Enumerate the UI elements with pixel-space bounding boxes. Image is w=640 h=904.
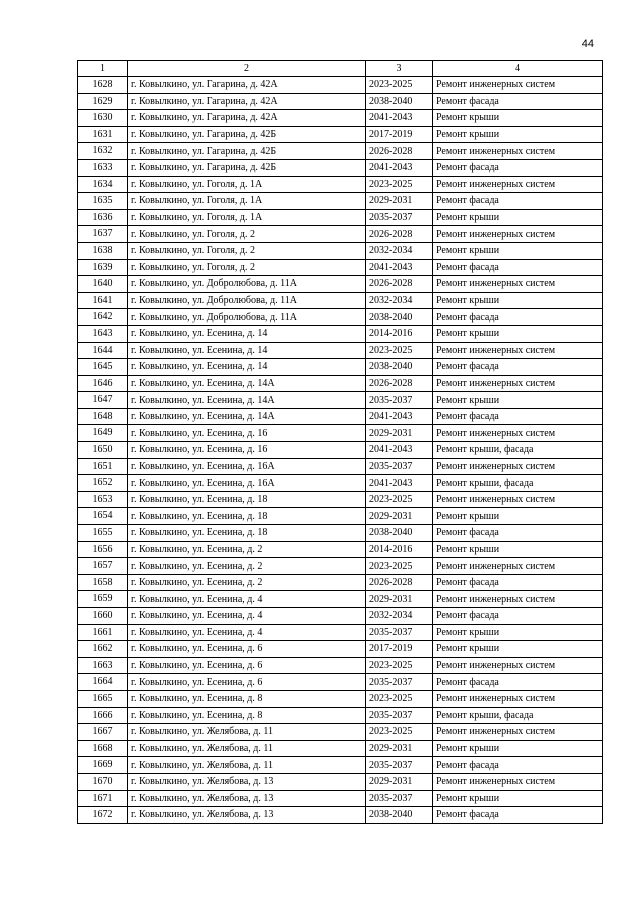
period-cell: 2041-2043: [366, 110, 433, 127]
row-number-cell: 1630: [78, 110, 128, 127]
address-cell: г. Ковылкино, ул. Гагарина, д. 42Б: [128, 126, 366, 143]
period-cell: 2014-2016: [366, 325, 433, 342]
period-cell: 2023-2025: [366, 657, 433, 674]
work-type-cell: Ремонт крыши, фасада: [433, 707, 603, 724]
work-type-cell: Ремонт фасада: [433, 359, 603, 376]
table-row: [78, 193, 603, 210]
table-row: [78, 259, 603, 276]
period-cell: 2014-2016: [366, 541, 433, 558]
work-type-cell: Ремонт инженерных систем: [433, 276, 603, 293]
address-cell: г. Ковылкино, ул. Есенина, д. 14А: [128, 408, 366, 425]
work-type-cell: Ремонт крыши: [433, 392, 603, 409]
row-number-cell: 1661: [78, 624, 128, 641]
row-number-cell: 1654: [78, 508, 128, 525]
row-number-cell: 1650: [78, 442, 128, 459]
row-number-cell: 1660: [78, 608, 128, 625]
work-type-cell: Ремонт фасада: [433, 93, 603, 110]
address-cell: г. Ковылкино, ул. Желябова, д. 13: [128, 807, 366, 824]
period-cell: 2029-2031: [366, 591, 433, 608]
table-row: [78, 408, 603, 425]
work-type-cell: Ремонт фасада: [433, 193, 603, 210]
address-cell: г. Ковылкино, ул. Добролюбова, д. 11А: [128, 292, 366, 309]
period-cell: 2023-2025: [366, 558, 433, 575]
row-number-cell: 1655: [78, 525, 128, 542]
row-number-cell: 1666: [78, 707, 128, 724]
work-type-cell: Ремонт инженерных систем: [433, 342, 603, 359]
period-cell: 2035-2037: [366, 458, 433, 475]
table-row: [78, 790, 603, 807]
work-type-cell: Ремонт крыши: [433, 292, 603, 309]
row-number-cell: 1658: [78, 574, 128, 591]
header-col-2: 2: [128, 61, 366, 77]
work-type-cell: Ремонт крыши, фасада: [433, 475, 603, 492]
address-cell: г. Ковылкино, ул. Добролюбова, д. 11А: [128, 276, 366, 293]
row-number-cell: 1629: [78, 93, 128, 110]
row-number-cell: 1628: [78, 77, 128, 94]
address-cell: г. Ковылкино, ул. Есенина, д. 8: [128, 690, 366, 707]
address-cell: г. Ковылкино, ул. Есенина, д. 16А: [128, 458, 366, 475]
table-row: [78, 77, 603, 94]
period-cell: 2041-2043: [366, 159, 433, 176]
row-number-cell: 1657: [78, 558, 128, 575]
work-type-cell: Ремонт инженерных систем: [433, 724, 603, 741]
work-type-cell: Ремонт инженерных систем: [433, 558, 603, 575]
address-cell: г. Ковылкино, ул. Есенина, д. 2: [128, 574, 366, 591]
period-cell: 2035-2037: [366, 209, 433, 226]
row-number-cell: 1644: [78, 342, 128, 359]
table-row: [78, 209, 603, 226]
address-cell: г. Ковылкино, ул. Желябова, д. 11: [128, 740, 366, 757]
row-number-cell: 1636: [78, 209, 128, 226]
period-cell: 2035-2037: [366, 707, 433, 724]
address-cell: г. Ковылкино, ул. Гоголя, д. 1А: [128, 193, 366, 210]
work-type-cell: Ремонт инженерных систем: [433, 491, 603, 508]
period-cell: 2032-2034: [366, 292, 433, 309]
table-row: [78, 724, 603, 741]
address-cell: г. Ковылкино, ул. Есенина, д. 16А: [128, 475, 366, 492]
period-cell: 2032-2034: [366, 608, 433, 625]
row-number-cell: 1634: [78, 176, 128, 193]
period-cell: 2035-2037: [366, 392, 433, 409]
work-type-cell: Ремонт фасада: [433, 757, 603, 774]
table-row: [78, 93, 603, 110]
work-type-cell: Ремонт фасада: [433, 674, 603, 691]
header-col-1: 1: [78, 61, 128, 77]
address-cell: г. Ковылкино, ул. Гагарина, д. 42Б: [128, 143, 366, 160]
address-cell: г. Ковылкино, ул. Гагарина, д. 42Б: [128, 159, 366, 176]
table-row: [78, 574, 603, 591]
work-type-cell: Ремонт инженерных систем: [433, 176, 603, 193]
address-cell: г. Ковылкино, ул. Гоголя, д. 1А: [128, 209, 366, 226]
period-cell: 2026-2028: [366, 276, 433, 293]
row-number-cell: 1659: [78, 591, 128, 608]
row-number-cell: 1669: [78, 757, 128, 774]
row-number-cell: 1648: [78, 408, 128, 425]
row-number-cell: 1642: [78, 309, 128, 326]
address-cell: г. Ковылкино, ул. Гоголя, д. 1А: [128, 176, 366, 193]
work-type-cell: Ремонт инженерных систем: [433, 591, 603, 608]
work-type-cell: Ремонт фасада: [433, 309, 603, 326]
work-type-cell: Ремонт крыши: [433, 325, 603, 342]
address-cell: г. Ковылкино, ул. Добролюбова, д. 11А: [128, 309, 366, 326]
table-row: [78, 226, 603, 243]
address-cell: г. Ковылкино, ул. Желябова, д. 13: [128, 773, 366, 790]
period-cell: 2023-2025: [366, 342, 433, 359]
period-cell: 2023-2025: [366, 491, 433, 508]
period-cell: 2029-2031: [366, 508, 433, 525]
address-cell: г. Ковылкино, ул. Есенина, д. 4: [128, 591, 366, 608]
table-row: [78, 740, 603, 757]
period-cell: 2035-2037: [366, 624, 433, 641]
row-number-cell: 1640: [78, 276, 128, 293]
address-cell: г. Ковылкино, ул. Есенина, д. 14А: [128, 392, 366, 409]
work-type-cell: Ремонт крыши: [433, 209, 603, 226]
table-row: [78, 458, 603, 475]
period-cell: 2035-2037: [366, 674, 433, 691]
work-type-cell: Ремонт фасада: [433, 408, 603, 425]
work-type-cell: Ремонт инженерных систем: [433, 375, 603, 392]
work-type-cell: Ремонт инженерных систем: [433, 143, 603, 160]
address-cell: г. Ковылкино, ул. Гагарина, д. 42А: [128, 110, 366, 127]
row-number-cell: 1672: [78, 807, 128, 824]
period-cell: 2041-2043: [366, 408, 433, 425]
work-type-cell: Ремонт инженерных систем: [433, 657, 603, 674]
period-cell: 2041-2043: [366, 259, 433, 276]
row-number-cell: 1638: [78, 242, 128, 259]
work-type-cell: Ремонт крыши: [433, 110, 603, 127]
period-cell: 2041-2043: [366, 442, 433, 459]
row-number-cell: 1653: [78, 491, 128, 508]
work-type-cell: Ремонт крыши: [433, 126, 603, 143]
work-type-cell: Ремонт фасада: [433, 525, 603, 542]
period-cell: 2029-2031: [366, 740, 433, 757]
period-cell: 2038-2040: [366, 93, 433, 110]
row-number-cell: 1656: [78, 541, 128, 558]
address-cell: г. Ковылкино, ул. Есенина, д. 18: [128, 491, 366, 508]
row-number-cell: 1646: [78, 375, 128, 392]
row-number-cell: 1632: [78, 143, 128, 160]
table-body: [78, 77, 603, 824]
work-type-cell: Ремонт крыши: [433, 541, 603, 558]
table-row: [78, 773, 603, 790]
period-cell: 2035-2037: [366, 757, 433, 774]
table-row: [78, 359, 603, 376]
table-row: [78, 690, 603, 707]
address-cell: г. Ковылкино, ул. Есенина, д. 2: [128, 558, 366, 575]
table-row: [78, 276, 603, 293]
work-type-cell: Ремонт фасада: [433, 608, 603, 625]
period-cell: 2038-2040: [366, 359, 433, 376]
work-type-cell: Ремонт крыши: [433, 740, 603, 757]
header-col-4: 4: [433, 61, 603, 77]
period-cell: 2038-2040: [366, 309, 433, 326]
table-row: [78, 674, 603, 691]
row-number-cell: 1652: [78, 475, 128, 492]
work-type-cell: Ремонт инженерных систем: [433, 773, 603, 790]
table-row: [78, 292, 603, 309]
work-type-cell: Ремонт инженерных систем: [433, 690, 603, 707]
address-cell: г. Ковылкино, ул. Есенина, д. 14А: [128, 375, 366, 392]
table-row: [78, 143, 603, 160]
table-row: [78, 442, 603, 459]
header-row: [78, 61, 603, 77]
period-cell: 2029-2031: [366, 773, 433, 790]
row-number-cell: 1635: [78, 193, 128, 210]
table-row: [78, 541, 603, 558]
period-cell: 2038-2040: [366, 525, 433, 542]
row-number-cell: 1631: [78, 126, 128, 143]
work-type-cell: Ремонт крыши: [433, 242, 603, 259]
period-cell: 2029-2031: [366, 425, 433, 442]
period-cell: 2023-2025: [366, 77, 433, 94]
table-row: [78, 508, 603, 525]
row-number-cell: 1662: [78, 641, 128, 658]
table-row: [78, 309, 603, 326]
row-number-cell: 1643: [78, 325, 128, 342]
row-number-cell: 1665: [78, 690, 128, 707]
table-row: [78, 657, 603, 674]
address-cell: г. Ковылкино, ул. Гагарина, д. 42А: [128, 93, 366, 110]
table-row: [78, 707, 603, 724]
table-row: [78, 159, 603, 176]
address-cell: г. Ковылкино, ул. Гоголя, д. 2: [128, 226, 366, 243]
address-cell: г. Ковылкино, ул. Есенина, д. 14: [128, 325, 366, 342]
table-row: [78, 757, 603, 774]
table-row: [78, 242, 603, 259]
row-number-cell: 1668: [78, 740, 128, 757]
period-cell: 2032-2034: [366, 242, 433, 259]
table-row: [78, 624, 603, 641]
table-row: [78, 525, 603, 542]
period-cell: 2029-2031: [366, 193, 433, 210]
address-cell: г. Ковылкино, ул. Есенина, д. 16: [128, 425, 366, 442]
work-type-cell: Ремонт крыши: [433, 790, 603, 807]
row-number-cell: 1651: [78, 458, 128, 475]
work-type-cell: Ремонт инженерных систем: [433, 458, 603, 475]
address-cell: г. Ковылкино, ул. Есенина, д. 14: [128, 359, 366, 376]
address-cell: г. Ковылкино, ул. Желябова, д. 11: [128, 724, 366, 741]
address-cell: г. Ковылкино, ул. Есенина, д. 16: [128, 442, 366, 459]
work-type-cell: Ремонт инженерных систем: [433, 425, 603, 442]
table-row: [78, 375, 603, 392]
row-number-cell: 1639: [78, 259, 128, 276]
table-row: [78, 608, 603, 625]
row-number-cell: 1641: [78, 292, 128, 309]
address-cell: г. Ковылкино, ул. Есенина, д. 6: [128, 674, 366, 691]
work-type-cell: Ремонт фасада: [433, 807, 603, 824]
table-row: [78, 475, 603, 492]
row-number-cell: 1663: [78, 657, 128, 674]
address-cell: г. Ковылкино, ул. Есенина, д. 6: [128, 657, 366, 674]
period-cell: 2026-2028: [366, 143, 433, 160]
address-cell: г. Ковылкино, ул. Есенина, д. 6: [128, 641, 366, 658]
table-row: [78, 641, 603, 658]
work-type-cell: Ремонт инженерных систем: [433, 226, 603, 243]
address-cell: г. Ковылкино, ул. Есенина, д. 18: [128, 525, 366, 542]
address-cell: г. Ковылкино, ул. Есенина, д. 4: [128, 624, 366, 641]
address-cell: г. Ковылкино, ул. Гоголя, д. 2: [128, 242, 366, 259]
address-cell: г. Ковылкино, ул. Есенина, д. 18: [128, 508, 366, 525]
table-header: [78, 61, 603, 77]
row-number-cell: 1633: [78, 159, 128, 176]
address-cell: г. Ковылкино, ул. Гоголя, д. 2: [128, 259, 366, 276]
row-number-cell: 1645: [78, 359, 128, 376]
work-type-cell: Ремонт крыши, фасада: [433, 442, 603, 459]
table-row: [78, 176, 603, 193]
address-cell: г. Ковылкино, ул. Есенина, д. 8: [128, 707, 366, 724]
period-cell: 2026-2028: [366, 574, 433, 591]
repair-schedule-table: [77, 60, 603, 824]
work-type-cell: Ремонт фасада: [433, 574, 603, 591]
table-row: [78, 342, 603, 359]
row-number-cell: 1671: [78, 790, 128, 807]
period-cell: 2023-2025: [366, 176, 433, 193]
row-number-cell: 1647: [78, 392, 128, 409]
address-cell: г. Ковылкино, ул. Гагарина, д. 42А: [128, 77, 366, 94]
period-cell: 2017-2019: [366, 641, 433, 658]
work-type-cell: Ремонт фасада: [433, 159, 603, 176]
table-row: [78, 491, 603, 508]
table-row: [78, 110, 603, 127]
page-number: 44: [581, 38, 594, 50]
table-row: [78, 807, 603, 824]
period-cell: 2026-2028: [366, 375, 433, 392]
table-row: [78, 558, 603, 575]
header-col-3: 3: [366, 61, 433, 77]
period-cell: 2017-2019: [366, 126, 433, 143]
row-number-cell: 1637: [78, 226, 128, 243]
table-row: [78, 591, 603, 608]
work-type-cell: Ремонт крыши: [433, 641, 603, 658]
work-type-cell: Ремонт фасада: [433, 259, 603, 276]
work-type-cell: Ремонт инженерных систем: [433, 77, 603, 94]
address-cell: г. Ковылкино, ул. Есенина, д. 4: [128, 608, 366, 625]
period-cell: 2023-2025: [366, 690, 433, 707]
address-cell: г. Ковылкино, ул. Есенина, д. 14: [128, 342, 366, 359]
address-cell: г. Ковылкино, ул. Есенина, д. 2: [128, 541, 366, 558]
table-row: [78, 392, 603, 409]
row-number-cell: 1664: [78, 674, 128, 691]
row-number-cell: 1649: [78, 425, 128, 442]
address-cell: г. Ковылкино, ул. Желябова, д. 11: [128, 757, 366, 774]
row-number-cell: 1667: [78, 724, 128, 741]
period-cell: 2041-2043: [366, 475, 433, 492]
work-type-cell: Ремонт крыши: [433, 508, 603, 525]
period-cell: 2023-2025: [366, 724, 433, 741]
period-cell: 2038-2040: [366, 807, 433, 824]
address-cell: г. Ковылкино, ул. Желябова, д. 13: [128, 790, 366, 807]
period-cell: 2035-2037: [366, 790, 433, 807]
table-row: [78, 425, 603, 442]
work-type-cell: Ремонт крыши: [433, 624, 603, 641]
table-row: [78, 325, 603, 342]
table-row: [78, 126, 603, 143]
period-cell: 2026-2028: [366, 226, 433, 243]
row-number-cell: 1670: [78, 773, 128, 790]
